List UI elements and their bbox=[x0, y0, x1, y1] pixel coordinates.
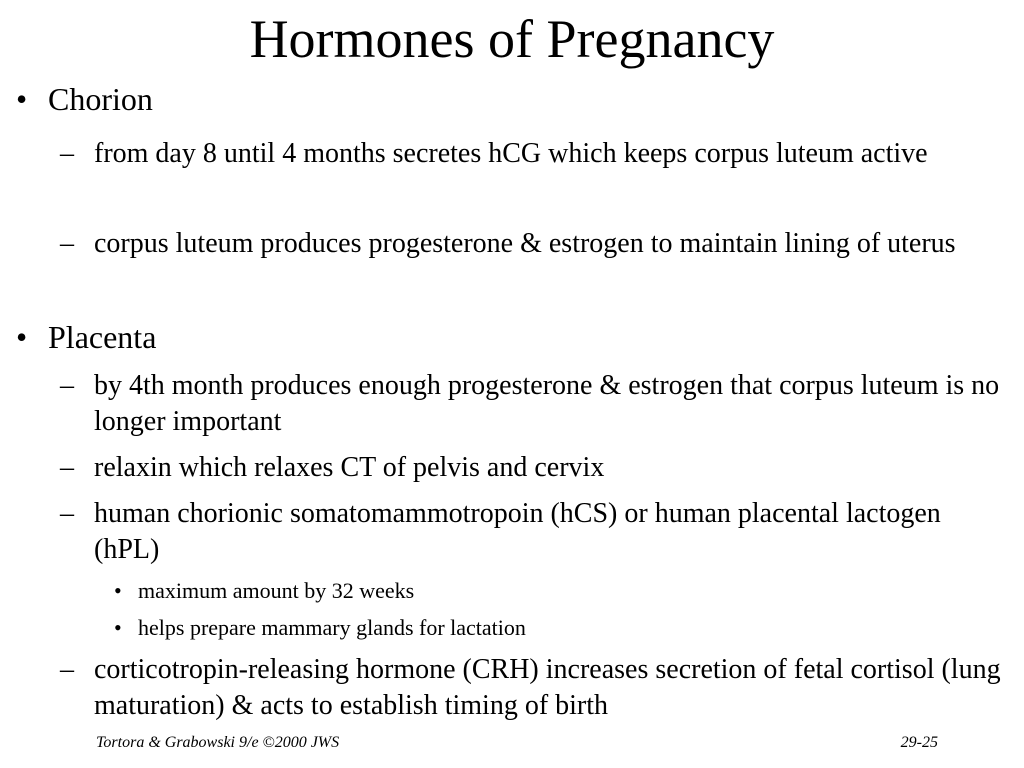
dash-marker: – bbox=[60, 498, 74, 529]
bullet-marker: • bbox=[114, 578, 122, 603]
list-item: corpus luteum produces progesterone & estrogen to maintain lining of uterus bbox=[94, 228, 956, 259]
list-item: by 4th month produces enough progesterone & estrogen that corpus luteum is no longer important bbox=[94, 370, 1000, 437]
section-heading-chorion: Chorion bbox=[48, 81, 153, 117]
slide-title: Hormones of Pregnancy bbox=[249, 9, 775, 69]
dash-marker: – bbox=[60, 138, 74, 169]
bullet-marker: • bbox=[16, 319, 28, 355]
list-item: corticotropin-releasing hormone (CRH) increases secretion of fetal cortisol (lung maturation) & acts to establish timing of birth bbox=[94, 654, 1001, 721]
bullet-marker: • bbox=[114, 615, 122, 640]
section-heading-placenta: Placenta bbox=[48, 319, 157, 355]
dash-marker: – bbox=[60, 370, 74, 401]
dash-marker: – bbox=[60, 228, 74, 259]
footer-citation: Tortora & Grabowski 9/e ©2000 JWS bbox=[96, 734, 340, 751]
list-item: maximum amount by 32 weeks bbox=[138, 578, 415, 603]
dash-marker: – bbox=[60, 452, 74, 483]
list-item: helps prepare mammary glands for lactation bbox=[138, 615, 526, 640]
dash-marker: – bbox=[60, 654, 74, 685]
list-item: relaxin which relaxes CT of pelvis and cervix bbox=[94, 452, 605, 483]
bullet-marker: • bbox=[16, 81, 28, 117]
list-item: from day 8 until 4 months secretes hCG which keeps corpus luteum active bbox=[94, 138, 928, 169]
list-item: human chorionic somatomammotropoin (hCS) or human placental lactogen (hPL) bbox=[94, 498, 941, 565]
footer-page-number: 29-25 bbox=[900, 734, 938, 751]
